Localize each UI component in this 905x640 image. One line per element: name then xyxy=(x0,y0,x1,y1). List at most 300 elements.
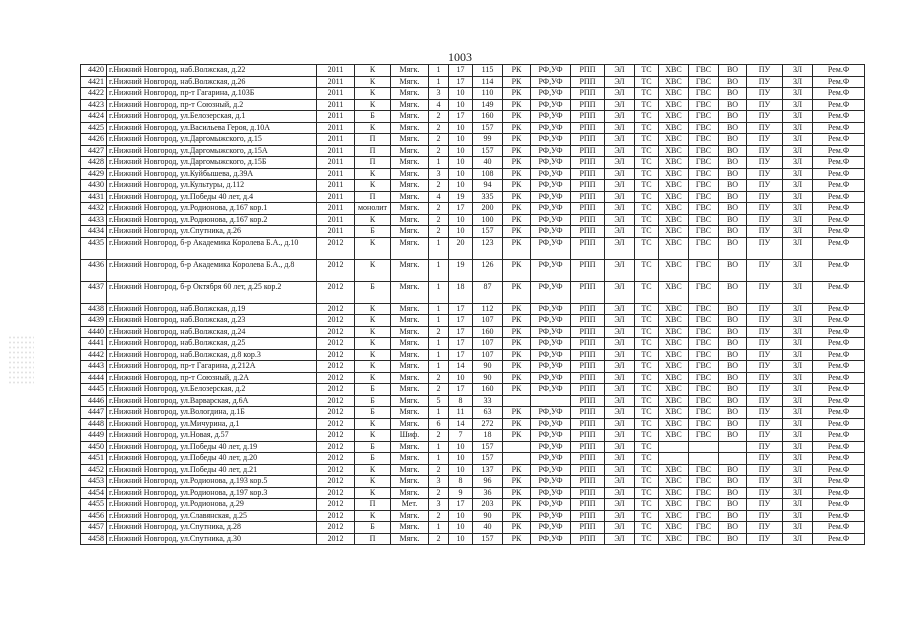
cell-year: 2012 xyxy=(317,522,355,534)
cell-apartments: 40 xyxy=(473,522,503,534)
cell-zl: ЗЛ xyxy=(783,191,813,203)
cell-floors: 10 xyxy=(449,180,473,192)
cell-rem-f: Рем.Ф xyxy=(813,384,865,396)
cell-wall-material: К xyxy=(355,303,391,315)
cell-gvs: ГВС xyxy=(689,214,719,226)
cell-rf-uf: РФ,УФ xyxy=(531,533,571,545)
table-row xyxy=(81,122,865,134)
cell-ts: ТС xyxy=(635,281,659,303)
cell-rf-uf: РФ,УФ xyxy=(531,315,571,327)
cell-vo: ВО xyxy=(719,191,747,203)
cell-year: 2011 xyxy=(317,203,355,215)
table-row xyxy=(81,407,865,419)
cell-rk: РК xyxy=(503,384,531,396)
cell-gvs: ГВС xyxy=(689,407,719,419)
cell-year: 2012 xyxy=(317,441,355,453)
cell-rem-f: Рем.Ф xyxy=(813,226,865,238)
cell-vo: ВО xyxy=(719,168,747,180)
cell-rf-uf: РФ,УФ xyxy=(531,191,571,203)
cell-ts: ТС xyxy=(635,134,659,146)
cell-rf-uf: РФ,УФ xyxy=(531,65,571,77)
cell-entrances: 1 xyxy=(429,361,449,373)
cell-zl: ЗЛ xyxy=(783,65,813,77)
cell-rpp: РПП xyxy=(571,533,605,545)
cell-roof-type: Мягк. xyxy=(391,145,429,157)
cell-ts: ТС xyxy=(635,407,659,419)
cell-rpp: РПП xyxy=(571,76,605,88)
cell-rf-uf: РФ,УФ xyxy=(531,407,571,419)
cell-zl: ЗЛ xyxy=(783,338,813,350)
cell-wall-material: К xyxy=(355,430,391,442)
cell-el: ЭЛ xyxy=(605,441,635,453)
cell-roof-type: Мягк. xyxy=(391,214,429,226)
cell-vo xyxy=(719,453,747,465)
cell-rpp: РПП xyxy=(571,361,605,373)
cell-rf-uf: РФ,УФ xyxy=(531,499,571,511)
cell-hvs: ХВС xyxy=(659,203,689,215)
cell-address: г.Нижний Новгород, ул.Васильева Героя, д.10А xyxy=(107,122,317,134)
cell-hvs: ХВС xyxy=(659,145,689,157)
cell-pu: ПУ xyxy=(747,303,783,315)
cell-rk: РК xyxy=(503,145,531,157)
cell-apartments: 112 xyxy=(473,303,503,315)
cell-row-number: 4425 xyxy=(81,122,107,134)
cell-rem-f: Рем.Ф xyxy=(813,191,865,203)
table-row xyxy=(81,76,865,88)
cell-rem-f: Рем.Ф xyxy=(813,407,865,419)
cell-rf-uf: РФ,УФ xyxy=(531,145,571,157)
cell-rf-uf: РФ,УФ xyxy=(531,441,571,453)
cell-rem-f: Рем.Ф xyxy=(813,533,865,545)
cell-rem-f: Рем.Ф xyxy=(813,134,865,146)
cell-year: 2012 xyxy=(317,361,355,373)
cell-roof-type: Мягк. xyxy=(391,326,429,338)
cell-vo: ВО xyxy=(719,407,747,419)
cell-zl: ЗЛ xyxy=(783,395,813,407)
cell-rem-f: Рем.Ф xyxy=(813,111,865,123)
cell-rpp: РПП xyxy=(571,326,605,338)
cell-wall-material: К xyxy=(355,180,391,192)
cell-rf-uf: РФ,УФ xyxy=(531,203,571,215)
cell-floors: 17 xyxy=(449,349,473,361)
cell-entrances: 2 xyxy=(429,510,449,522)
cell-el: ЭЛ xyxy=(605,214,635,226)
cell-address: г.Нижний Новгород, пр-т Гагарина, д.212А xyxy=(107,361,317,373)
cell-rem-f: Рем.Ф xyxy=(813,372,865,384)
cell-rpp: РПП xyxy=(571,122,605,134)
cell-rpp: РПП xyxy=(571,315,605,327)
cell-pu: ПУ xyxy=(747,226,783,238)
cell-wall-material: Б xyxy=(355,384,391,396)
cell-vo: ВО xyxy=(719,533,747,545)
cell-rem-f: Рем.Ф xyxy=(813,168,865,180)
cell-row-number: 4446 xyxy=(81,395,107,407)
cell-row-number: 4448 xyxy=(81,418,107,430)
cell-floors: 11 xyxy=(449,407,473,419)
cell-hvs: ХВС xyxy=(659,65,689,77)
table-row xyxy=(81,145,865,157)
cell-rpp: РПП xyxy=(571,191,605,203)
cell-floors: 14 xyxy=(449,361,473,373)
cell-vo: ВО xyxy=(719,180,747,192)
scan-speckle xyxy=(8,335,34,385)
cell-el: ЭЛ xyxy=(605,281,635,303)
cell-row-number: 4437 xyxy=(81,281,107,303)
cell-ts: ТС xyxy=(635,418,659,430)
cell-pu: ПУ xyxy=(747,134,783,146)
cell-address: г.Нижний Новгород, наб.Волжская, д.26 xyxy=(107,76,317,88)
cell-gvs: ГВС xyxy=(689,430,719,442)
cell-rf-uf: РФ,УФ xyxy=(531,111,571,123)
cell-hvs: ХВС xyxy=(659,226,689,238)
housing-registry-table xyxy=(80,64,865,545)
cell-rf-uf: РФ,УФ xyxy=(531,157,571,169)
cell-roof-type: Мягк. xyxy=(391,487,429,499)
cell-rpp: РПП xyxy=(571,487,605,499)
table-row xyxy=(81,384,865,396)
cell-entrances: 2 xyxy=(429,533,449,545)
cell-rk: РК xyxy=(503,476,531,488)
cell-rpp: РПП xyxy=(571,349,605,361)
cell-address: г.Нижний Новгород, ул.Родионова, д.197 кор.3 xyxy=(107,487,317,499)
cell-el: ЭЛ xyxy=(605,134,635,146)
cell-roof-type: Мягк. xyxy=(391,168,429,180)
cell-wall-material: К xyxy=(355,122,391,134)
cell-rpp: РПП xyxy=(571,453,605,465)
cell-rf-uf: РФ,УФ xyxy=(531,522,571,534)
cell-vo: ВО xyxy=(719,281,747,303)
cell-address: г.Нижний Новгород, ул.Куйбышева, д.39А xyxy=(107,168,317,180)
cell-rpp: РПП xyxy=(571,203,605,215)
cell-rem-f: Рем.Ф xyxy=(813,157,865,169)
cell-address: г.Нижний Новгород, наб.Волжская, д.23 xyxy=(107,315,317,327)
cell-address: г.Нижний Новгород, ул.Даргомыжского, д.15Б xyxy=(107,157,317,169)
cell-roof-type: Мягк. xyxy=(391,226,429,238)
cell-apartments: 157 xyxy=(473,441,503,453)
cell-zl: ЗЛ xyxy=(783,203,813,215)
cell-row-number: 4449 xyxy=(81,430,107,442)
cell-floors: 14 xyxy=(449,418,473,430)
cell-el: ЭЛ xyxy=(605,191,635,203)
cell-rk: РК xyxy=(503,157,531,169)
cell-apartments: 18 xyxy=(473,430,503,442)
cell-pu: ПУ xyxy=(747,65,783,77)
cell-rem-f: Рем.Ф xyxy=(813,361,865,373)
cell-gvs: ГВС xyxy=(689,338,719,350)
cell-floors: 10 xyxy=(449,214,473,226)
cell-zl: ЗЛ xyxy=(783,453,813,465)
cell-rpp: РПП xyxy=(571,499,605,511)
cell-pu: ПУ xyxy=(747,76,783,88)
cell-rk: РК xyxy=(503,418,531,430)
cell-rk xyxy=(503,453,531,465)
cell-roof-type: Мягк. xyxy=(391,384,429,396)
cell-rpp: РПП xyxy=(571,510,605,522)
cell-rem-f: Рем.Ф xyxy=(813,99,865,111)
cell-apartments: 115 xyxy=(473,65,503,77)
cell-entrances: 1 xyxy=(429,453,449,465)
cell-ts: ТС xyxy=(635,349,659,361)
cell-address: г.Нижний Новгород, ул.Вологдина, д.1Б xyxy=(107,407,317,419)
cell-pu: ПУ xyxy=(747,372,783,384)
cell-rem-f: Рем.Ф xyxy=(813,522,865,534)
cell-row-number: 4431 xyxy=(81,191,107,203)
cell-entrances: 1 xyxy=(429,441,449,453)
table-row xyxy=(81,395,865,407)
table-row xyxy=(81,510,865,522)
cell-rk: РК xyxy=(503,407,531,419)
cell-year: 2012 xyxy=(317,326,355,338)
table-row xyxy=(81,487,865,499)
cell-vo: ВО xyxy=(719,372,747,384)
cell-entrances: 1 xyxy=(429,522,449,534)
cell-rf-uf: РФ,УФ xyxy=(531,430,571,442)
cell-hvs: ХВС xyxy=(659,430,689,442)
cell-pu: ПУ xyxy=(747,168,783,180)
cell-entrances: 2 xyxy=(429,384,449,396)
cell-rk: РК xyxy=(503,522,531,534)
cell-gvs: ГВС xyxy=(689,203,719,215)
cell-rem-f: Рем.Ф xyxy=(813,65,865,77)
cell-pu: ПУ xyxy=(747,315,783,327)
cell-pu: ПУ xyxy=(747,361,783,373)
cell-entrances: 1 xyxy=(429,76,449,88)
cell-rf-uf xyxy=(531,395,571,407)
cell-floors: 10 xyxy=(449,510,473,522)
table-row xyxy=(81,499,865,511)
cell-rk: РК xyxy=(503,349,531,361)
cell-roof-type: Мягк. xyxy=(391,65,429,77)
cell-address: г.Нижний Новгород, ул.Славянская, д.25 xyxy=(107,510,317,522)
cell-vo: ВО xyxy=(719,349,747,361)
cell-roof-type: Мягк. xyxy=(391,361,429,373)
cell-zl: ЗЛ xyxy=(783,349,813,361)
cell-gvs: ГВС xyxy=(689,499,719,511)
cell-el: ЭЛ xyxy=(605,203,635,215)
cell-hvs: ХВС xyxy=(659,281,689,303)
cell-vo: ВО xyxy=(719,145,747,157)
cell-pu: ПУ xyxy=(747,99,783,111)
cell-address: г.Нижний Новгород, ул.Победы 40 лет, д.4 xyxy=(107,191,317,203)
cell-entrances: 1 xyxy=(429,315,449,327)
cell-apartments: 137 xyxy=(473,464,503,476)
cell-floors: 17 xyxy=(449,315,473,327)
cell-hvs: ХВС xyxy=(659,157,689,169)
cell-year: 2011 xyxy=(317,99,355,111)
cell-rk: РК xyxy=(503,203,531,215)
cell-hvs: ХВС xyxy=(659,259,689,281)
cell-apartments: 149 xyxy=(473,99,503,111)
cell-wall-material: К xyxy=(355,88,391,100)
cell-hvs: ХВС xyxy=(659,315,689,327)
table-row xyxy=(81,326,865,338)
cell-zl: ЗЛ xyxy=(783,259,813,281)
cell-entrances: 2 xyxy=(429,464,449,476)
cell-vo: ВО xyxy=(719,395,747,407)
cell-entrances: 1 xyxy=(429,338,449,350)
cell-zl: ЗЛ xyxy=(783,99,813,111)
cell-entrances: 1 xyxy=(429,65,449,77)
cell-rk: РК xyxy=(503,430,531,442)
cell-rem-f: Рем.Ф xyxy=(813,76,865,88)
cell-rem-f: Рем.Ф xyxy=(813,430,865,442)
cell-ts: ТС xyxy=(635,476,659,488)
cell-rem-f: Рем.Ф xyxy=(813,237,865,259)
cell-rem-f: Рем.Ф xyxy=(813,510,865,522)
cell-rf-uf: РФ,УФ xyxy=(531,303,571,315)
cell-gvs: ГВС xyxy=(689,326,719,338)
cell-address: г.Нижний Новгород, б-р Академика Королева Б.А., д.8 xyxy=(107,259,317,281)
cell-row-number: 4450 xyxy=(81,441,107,453)
cell-gvs xyxy=(689,441,719,453)
table-row xyxy=(81,361,865,373)
cell-wall-material: К xyxy=(355,76,391,88)
cell-entrances: 2 xyxy=(429,487,449,499)
cell-roof-type: Шиф. xyxy=(391,430,429,442)
cell-rem-f: Рем.Ф xyxy=(813,315,865,327)
cell-hvs: ХВС xyxy=(659,464,689,476)
cell-ts: ТС xyxy=(635,499,659,511)
cell-wall-material: К xyxy=(355,418,391,430)
cell-rem-f: Рем.Ф xyxy=(813,338,865,350)
cell-address: г.Нижний Новгород, ул.Белозерская, д.1 xyxy=(107,111,317,123)
cell-row-number: 4439 xyxy=(81,315,107,327)
table-row xyxy=(81,214,865,226)
cell-floors: 17 xyxy=(449,338,473,350)
cell-zl: ЗЛ xyxy=(783,372,813,384)
cell-hvs: ХВС xyxy=(659,326,689,338)
cell-apartments: 123 xyxy=(473,237,503,259)
cell-year: 2012 xyxy=(317,395,355,407)
cell-ts: ТС xyxy=(635,226,659,238)
cell-zl: ЗЛ xyxy=(783,134,813,146)
cell-vo: ВО xyxy=(719,99,747,111)
cell-entrances: 5 xyxy=(429,395,449,407)
cell-vo: ВО xyxy=(719,418,747,430)
cell-rf-uf: РФ,УФ xyxy=(531,464,571,476)
cell-gvs: ГВС xyxy=(689,349,719,361)
cell-ts: ТС xyxy=(635,453,659,465)
cell-ts: ТС xyxy=(635,180,659,192)
cell-pu: ПУ xyxy=(747,326,783,338)
cell-rk: РК xyxy=(503,76,531,88)
cell-row-number: 4434 xyxy=(81,226,107,238)
cell-wall-material: П xyxy=(355,191,391,203)
cell-el: ЭЛ xyxy=(605,145,635,157)
cell-floors: 10 xyxy=(449,533,473,545)
cell-apartments: 126 xyxy=(473,259,503,281)
table-row xyxy=(81,203,865,215)
cell-pu: ПУ xyxy=(747,384,783,396)
cell-rpp: РПП xyxy=(571,464,605,476)
cell-el: ЭЛ xyxy=(605,430,635,442)
cell-row-number: 4436 xyxy=(81,259,107,281)
cell-year: 2012 xyxy=(317,418,355,430)
cell-hvs: ХВС xyxy=(659,111,689,123)
cell-wall-material: Б xyxy=(355,522,391,534)
cell-roof-type: Мягк. xyxy=(391,111,429,123)
cell-zl: ЗЛ xyxy=(783,407,813,419)
cell-ts: ТС xyxy=(635,326,659,338)
cell-pu: ПУ xyxy=(747,510,783,522)
cell-floors: 8 xyxy=(449,476,473,488)
cell-rk: РК xyxy=(503,281,531,303)
cell-hvs: ХВС xyxy=(659,122,689,134)
cell-rf-uf: РФ,УФ xyxy=(531,88,571,100)
cell-zl: ЗЛ xyxy=(783,510,813,522)
cell-wall-material: К xyxy=(355,237,391,259)
cell-floors: 17 xyxy=(449,326,473,338)
cell-year: 2011 xyxy=(317,76,355,88)
cell-floors: 17 xyxy=(449,303,473,315)
cell-rem-f: Рем.Ф xyxy=(813,441,865,453)
cell-roof-type: Мягк. xyxy=(391,441,429,453)
cell-row-number: 4420 xyxy=(81,65,107,77)
cell-zl: ЗЛ xyxy=(783,464,813,476)
cell-row-number: 4440 xyxy=(81,326,107,338)
cell-rf-uf: РФ,УФ xyxy=(531,237,571,259)
cell-apartments: 108 xyxy=(473,168,503,180)
cell-wall-material: К xyxy=(355,99,391,111)
cell-ts: ТС xyxy=(635,191,659,203)
cell-floors: 17 xyxy=(449,499,473,511)
cell-pu: ПУ xyxy=(747,259,783,281)
cell-row-number: 4427 xyxy=(81,145,107,157)
cell-row-number: 4441 xyxy=(81,338,107,350)
cell-entrances: 3 xyxy=(429,88,449,100)
cell-rem-f: Рем.Ф xyxy=(813,464,865,476)
cell-el: ЭЛ xyxy=(605,487,635,499)
cell-gvs: ГВС xyxy=(689,418,719,430)
cell-hvs: ХВС xyxy=(659,191,689,203)
cell-rem-f: Рем.Ф xyxy=(813,303,865,315)
cell-rpp: РПП xyxy=(571,259,605,281)
cell-floors: 7 xyxy=(449,430,473,442)
cell-row-number: 4421 xyxy=(81,76,107,88)
table-row xyxy=(81,237,865,259)
cell-zl: ЗЛ xyxy=(783,111,813,123)
cell-rpp: РПП xyxy=(571,168,605,180)
cell-pu: ПУ xyxy=(747,145,783,157)
cell-year: 2012 xyxy=(317,510,355,522)
cell-roof-type: Мягк. xyxy=(391,303,429,315)
cell-apartments: 90 xyxy=(473,361,503,373)
cell-zl: ЗЛ xyxy=(783,430,813,442)
cell-year: 2012 xyxy=(317,259,355,281)
cell-rk: РК xyxy=(503,315,531,327)
cell-floors: 10 xyxy=(449,99,473,111)
cell-pu: ПУ xyxy=(747,395,783,407)
table-row xyxy=(81,180,865,192)
cell-ts: ТС xyxy=(635,88,659,100)
cell-zl: ЗЛ xyxy=(783,315,813,327)
cell-roof-type: Мягк. xyxy=(391,237,429,259)
cell-wall-material: монолит xyxy=(355,203,391,215)
cell-row-number: 4454 xyxy=(81,487,107,499)
cell-address: г.Нижний Новгород, ул.Спутника, д.30 xyxy=(107,533,317,545)
cell-year: 2012 xyxy=(317,349,355,361)
cell-year: 2012 xyxy=(317,464,355,476)
cell-vo: ВО xyxy=(719,338,747,350)
cell-rk: РК xyxy=(503,338,531,350)
cell-hvs: ХВС xyxy=(659,522,689,534)
cell-address: г.Нижний Новгород, б-р Октября 60 лет, д.25 кор.2 xyxy=(107,281,317,303)
cell-el: ЭЛ xyxy=(605,453,635,465)
cell-floors: 10 xyxy=(449,441,473,453)
cell-ts: ТС xyxy=(635,259,659,281)
cell-el: ЭЛ xyxy=(605,499,635,511)
cell-wall-material: К xyxy=(355,326,391,338)
